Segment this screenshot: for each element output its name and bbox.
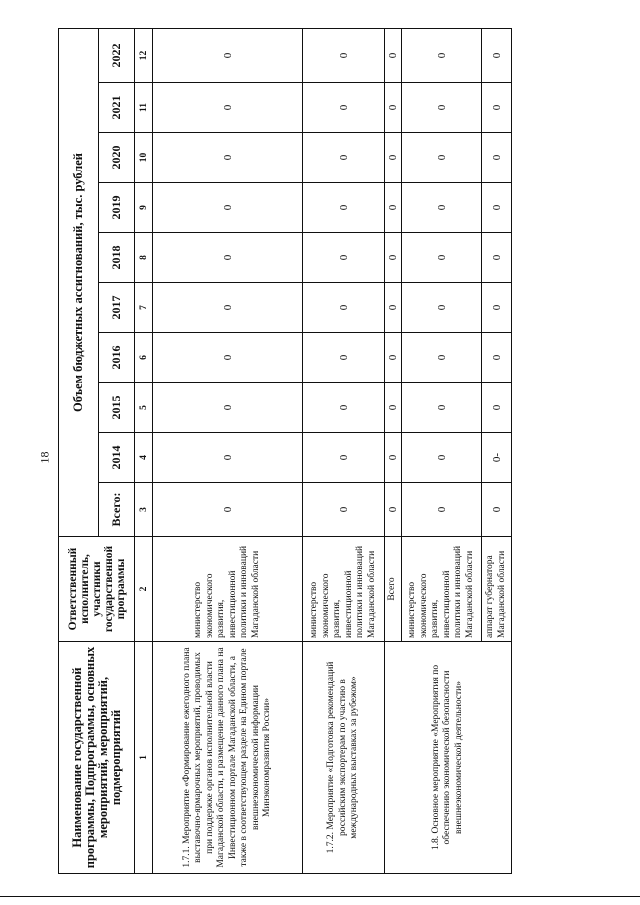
value-cell: 0 [385,483,402,537]
column-number: 6 [135,333,153,383]
header-year: 2021 [99,83,135,133]
header-year: 2014 [99,433,135,483]
value-cell: 0 [482,233,512,283]
row-executor: министерство экономического развития, инвестиционной политики и инноваций Магаданской области [402,537,482,642]
budget-table [58,28,512,874]
header-executor: Ответственный исполнитель, участники государственной программы [59,537,135,642]
value-cell: 0 [482,183,512,233]
value-cell: 0 [303,183,385,233]
row-name: 1.7.1. Мероприятие «Формирование ежегодного плана выставочно-ярмарочных мероприятий, проводимых при поддержке органов исполнительной власти Магаданской области, и размещение данного плана на Инвестиционном портале Магаданской области, а также в соответствующем разделе на Едином портале внешнеэкономической информации Минэкономразвития России» [153,642,303,874]
column-number: 8 [135,233,153,283]
header-name: Наименование государственной программы, Подпрограммы, основных мероприятий, мероприятий, подмероприятий [59,642,135,874]
header-year: 2020 [99,133,135,183]
row-name: 1.7.2. Мероприятие «Подготовка рекомендаций российским экспортерам по участию в международных выставках за рубежом» [303,642,385,874]
value-cell: 0- [482,433,512,483]
value-cell: 0 [385,83,402,133]
table-row [385,28,402,873]
value-cell: 0 [303,383,385,433]
value-cell: 0 [402,183,482,233]
column-number: 10 [135,133,153,183]
header-year: 2017 [99,283,135,333]
rotated-table-container [58,29,555,874]
value-cell: 0 [482,28,512,82]
value-cell: 0 [385,133,402,183]
header-year: 2019 [99,183,135,233]
value-cell: 0 [482,333,512,383]
table-row [153,28,303,873]
value-cell: 0 [482,383,512,433]
column-number: 2 [135,537,153,642]
value-cell: 0 [153,433,303,483]
page-bottom-rule [0,896,640,897]
value-cell: 0 [482,283,512,333]
value-cell: 0 [385,383,402,433]
value-cell: 0 [385,28,402,82]
column-number: 7 [135,283,153,333]
value-cell: 0 [303,433,385,483]
column-number: 4 [135,433,153,483]
value-cell: 0 [153,183,303,233]
value-cell: 0 [402,283,482,333]
header-total: Всего: [99,483,135,537]
header-year: 2018 [99,233,135,283]
value-cell: 0 [153,483,303,537]
value-cell: 0 [402,483,482,537]
value-cell: 0 [385,333,402,383]
value-cell: 0 [482,483,512,537]
value-cell: 0 [402,433,482,483]
value-cell: 0 [402,83,482,133]
column-number: 12 [135,28,153,82]
column-number-row [135,28,153,873]
value-cell: 0 [402,28,482,82]
value-cell: 0 [303,133,385,183]
value-cell: 0 [385,283,402,333]
value-cell: 0 [153,133,303,183]
header-year: 2022 [99,28,135,82]
table-row [303,28,385,873]
value-cell: 0 [153,233,303,283]
value-cell: 0 [303,83,385,133]
value-cell: 0 [402,333,482,383]
row-executor: аппарат губернатора Магаданской области [482,537,512,642]
value-cell: 0 [402,383,482,433]
value-cell: 0 [385,233,402,283]
value-cell: 0 [303,233,385,283]
row-executor: Всего [385,537,402,642]
column-number: 9 [135,183,153,233]
value-cell: 0 [482,133,512,183]
value-cell: 0 [303,283,385,333]
value-cell: 0 [303,28,385,82]
row-executor: министерство экономического развития, инвестиционной политики и инноваций Магаданской области [153,537,303,642]
column-number: 11 [135,83,153,133]
column-number: 5 [135,383,153,433]
value-cell: 0 [402,233,482,283]
value-cell: 0 [153,333,303,383]
column-number: 1 [135,642,153,874]
header-budget-group: Объем бюджетных ассигнований, тыс. рублей [59,28,99,536]
page-number: 18 [37,451,52,464]
column-number: 3 [135,483,153,537]
row-executor: министерство экономического развития, инвестиционной политики и инноваций Магаданской области [303,537,385,642]
value-cell: 0 [385,433,402,483]
header-year: 2015 [99,383,135,433]
value-cell: 0 [153,383,303,433]
header-year: 2016 [99,333,135,383]
value-cell: 0 [153,283,303,333]
value-cell: 0 [482,83,512,133]
value-cell: 0 [153,83,303,133]
value-cell: 0 [303,483,385,537]
value-cell: 0 [402,133,482,183]
value-cell: 0 [303,333,385,383]
value-cell: 0 [385,183,402,233]
value-cell: 0 [153,28,303,82]
row-name: 1.8. Основное мероприятие «Мероприятия по обеспечению экономической безопасности внешнеэкономической деятельности» [385,642,512,874]
